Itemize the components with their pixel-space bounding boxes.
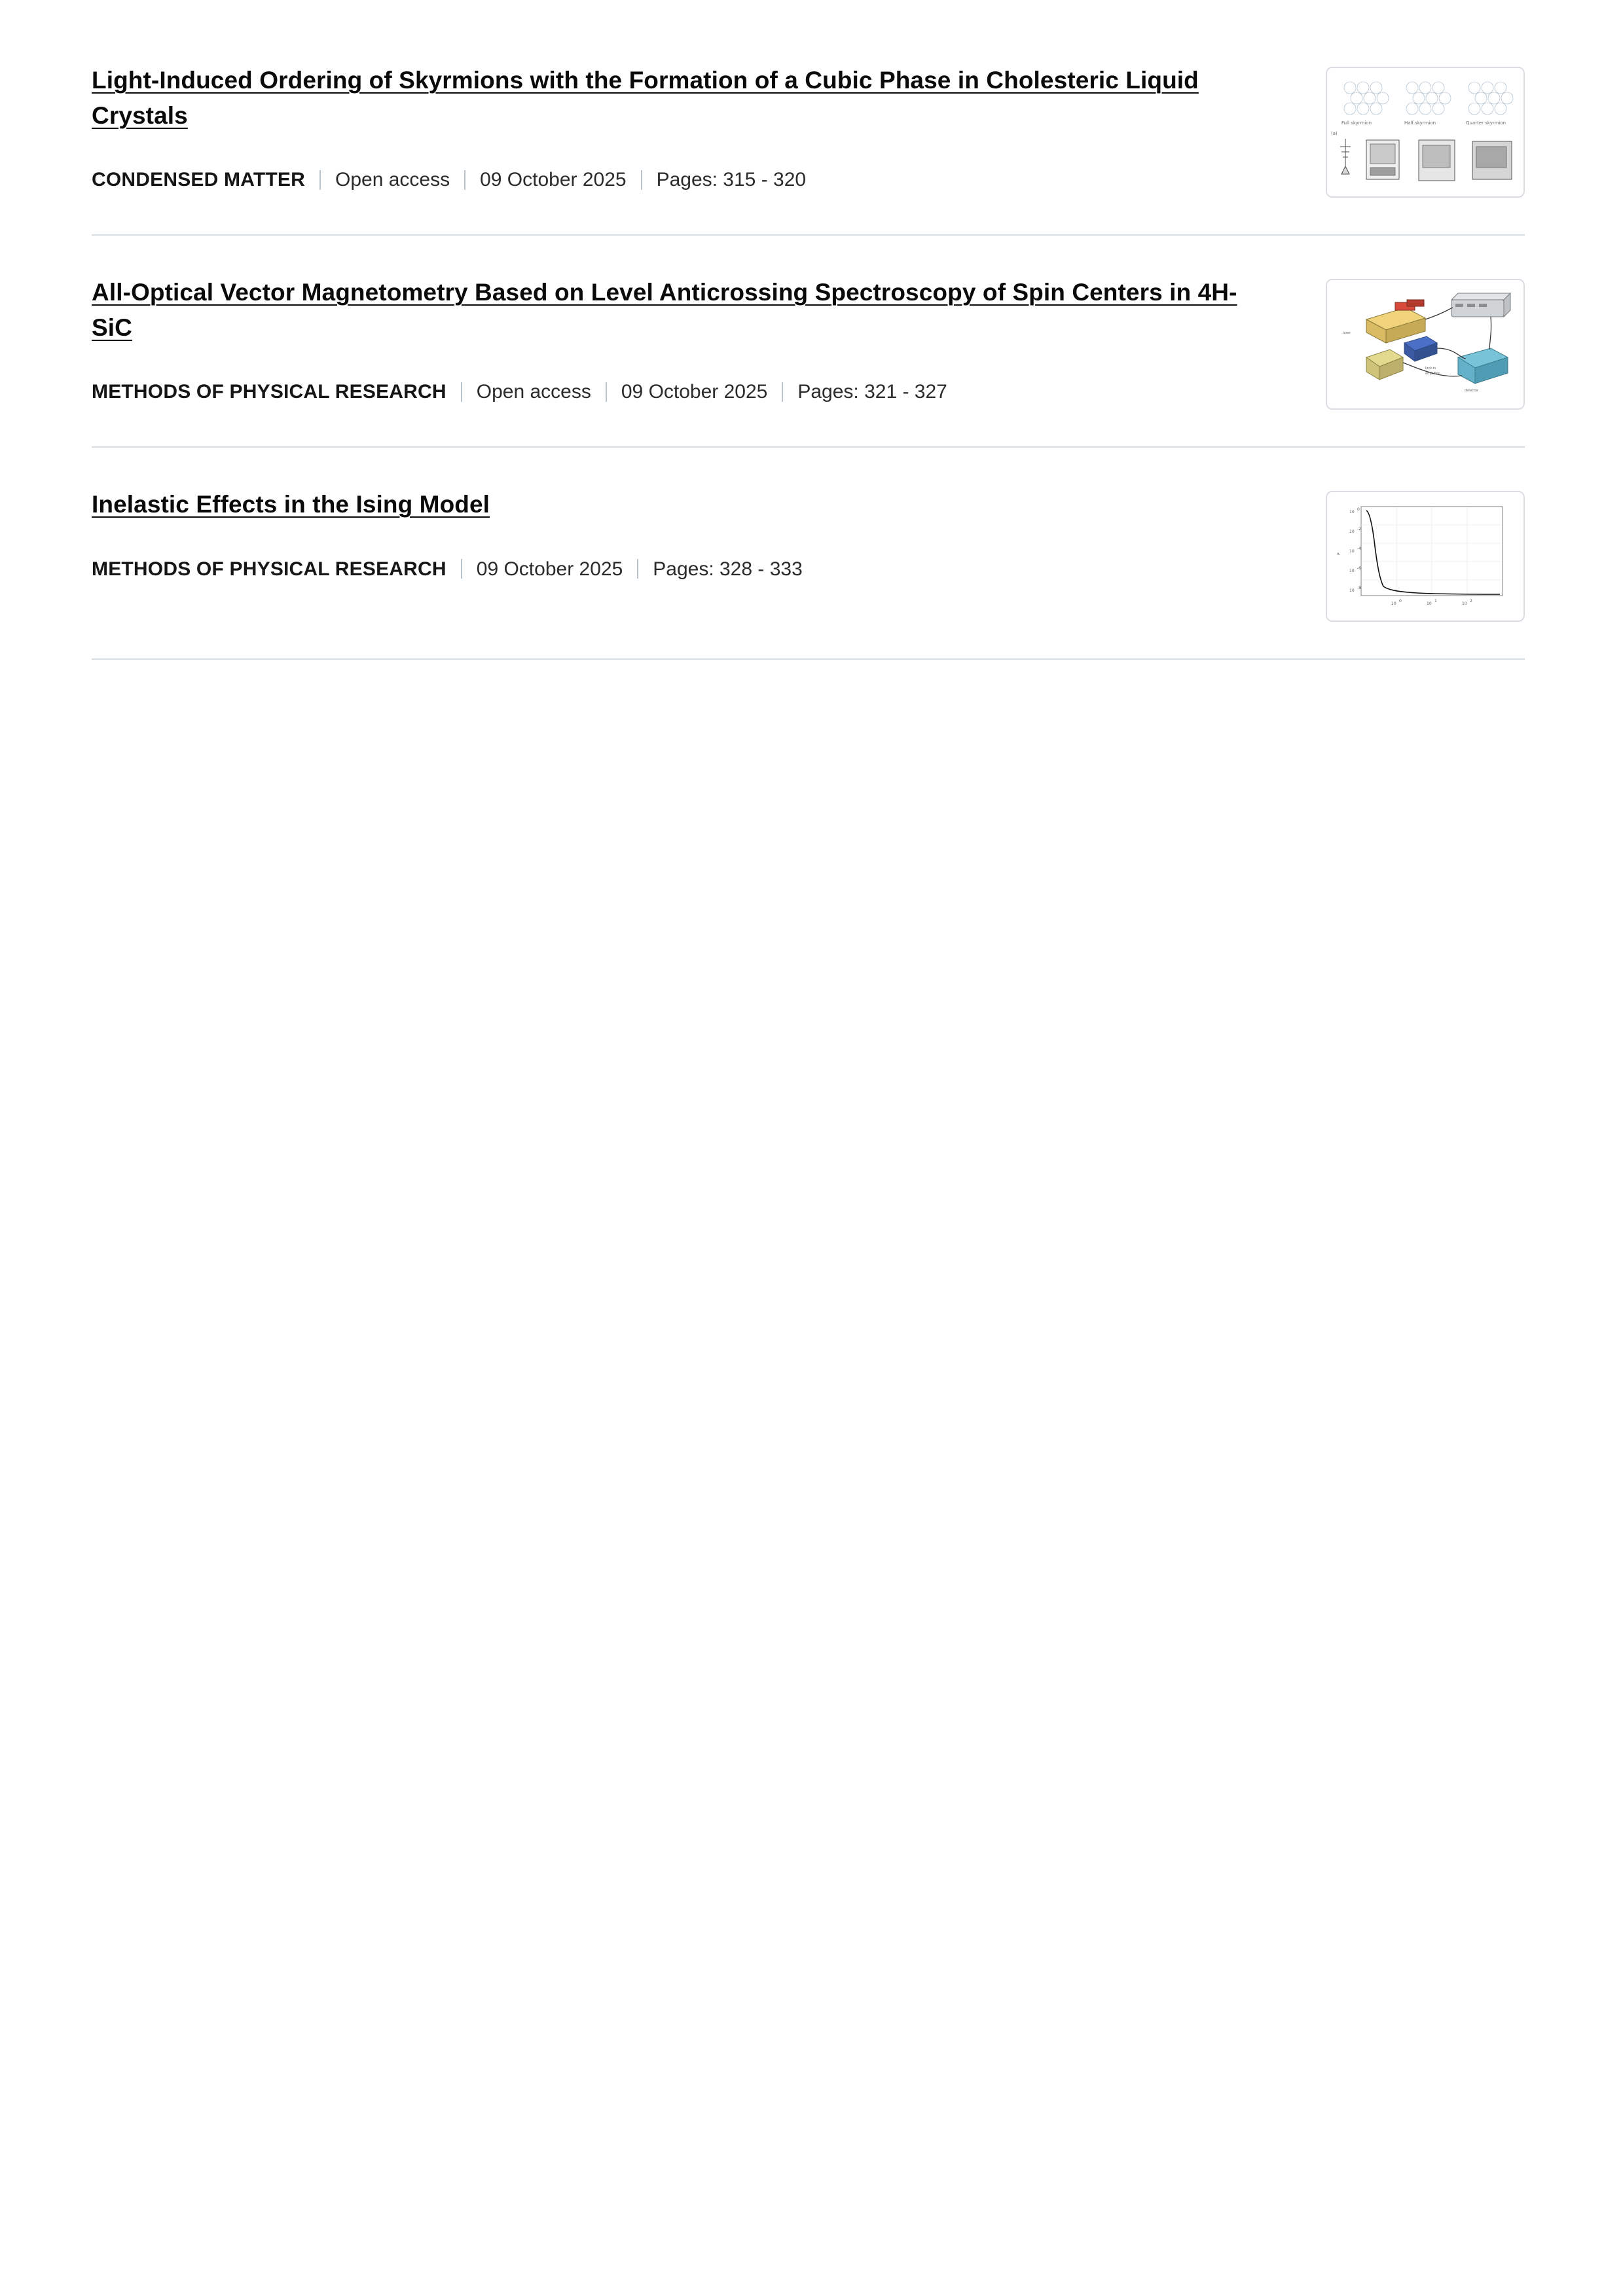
article-pages: Pages: 315 - 320 bbox=[656, 169, 807, 191]
log-log-decay-plot[interactable] bbox=[1326, 491, 1525, 622]
article-section: CONDENSED MATTER bbox=[92, 169, 305, 191]
svg-text:amplifier: amplifier bbox=[1425, 372, 1440, 376]
article-date: 09 October 2025 bbox=[476, 558, 623, 580]
svg-text:2: 2 bbox=[1470, 599, 1472, 603]
svg-text:10: 10 bbox=[1349, 549, 1355, 554]
svg-text:10: 10 bbox=[1462, 601, 1467, 606]
svg-text:-8: -8 bbox=[1357, 586, 1361, 590]
svg-text:10: 10 bbox=[1391, 601, 1396, 606]
article-content bbox=[92, 275, 1270, 404]
article-list bbox=[92, 63, 1525, 660]
meta-divider bbox=[782, 382, 783, 402]
svg-text:Full skyrmion: Full skyrmion bbox=[1341, 120, 1372, 126]
article-meta bbox=[92, 379, 1244, 404]
article-content bbox=[92, 487, 1270, 582]
article-date: 09 October 2025 bbox=[621, 381, 768, 403]
svg-text:lock-in: lock-in bbox=[1425, 367, 1436, 370]
svg-text:Half skyrmion: Half skyrmion bbox=[1404, 120, 1436, 126]
svg-text:10: 10 bbox=[1349, 510, 1355, 514]
optical-setup-diagram[interactable] bbox=[1326, 279, 1525, 410]
svg-text:10: 10 bbox=[1349, 569, 1355, 573]
meta-divider bbox=[461, 382, 462, 402]
svg-text:laser: laser bbox=[1343, 331, 1351, 335]
meta-divider bbox=[641, 170, 642, 190]
svg-text:10: 10 bbox=[1349, 588, 1355, 593]
svg-text:-6: -6 bbox=[1357, 566, 1361, 571]
spacer bbox=[92, 448, 1525, 487]
svg-text:0: 0 bbox=[1357, 507, 1360, 512]
svg-text:10: 10 bbox=[1427, 601, 1432, 606]
article-pages: Pages: 321 - 327 bbox=[797, 381, 947, 403]
meta-divider bbox=[464, 170, 465, 190]
article-item[interactable] bbox=[92, 63, 1525, 236]
article-access: Open access bbox=[476, 381, 591, 403]
article-title-link[interactable]: All-Optical Vector Magnetometry Based on Level Anticrossing Spectroscopy of Spin Centers in 4H-SiC bbox=[92, 279, 1237, 341]
meta-divider bbox=[461, 559, 462, 579]
svg-text:(a): (a) bbox=[1331, 131, 1338, 136]
article-meta bbox=[92, 167, 1244, 192]
article-item[interactable] bbox=[92, 487, 1525, 660]
spacer bbox=[92, 236, 1525, 275]
svg-text:1: 1 bbox=[1434, 599, 1437, 603]
svg-text:P: P bbox=[1337, 552, 1341, 555]
svg-text:10: 10 bbox=[1349, 529, 1355, 534]
article-pages: Pages: 328 - 333 bbox=[653, 558, 803, 580]
svg-text:-2: -2 bbox=[1357, 527, 1361, 531]
svg-text:detector: detector bbox=[1465, 389, 1479, 393]
svg-text:0: 0 bbox=[1399, 599, 1402, 603]
skyrmion-lattice-figure[interactable] bbox=[1326, 67, 1525, 198]
article-date: 09 October 2025 bbox=[480, 169, 627, 191]
svg-text:Quarter skyrmion: Quarter skyrmion bbox=[1466, 120, 1506, 126]
meta-divider bbox=[637, 559, 638, 579]
svg-text:-4: -4 bbox=[1357, 547, 1361, 551]
article-title-link[interactable]: Inelastic Effects in the Ising Model bbox=[92, 491, 490, 518]
article-content bbox=[92, 63, 1270, 192]
article-section: METHODS OF PHYSICAL RESEARCH bbox=[92, 381, 447, 403]
article-item[interactable] bbox=[92, 275, 1525, 448]
article-title-link[interactable]: Light-Induced Ordering of Skyrmions with the Formation of a Cubic Phase in Cholesteric Liquid Crystals bbox=[92, 67, 1199, 129]
meta-divider bbox=[606, 382, 607, 402]
article-access: Open access bbox=[335, 169, 450, 191]
article-meta bbox=[92, 556, 1244, 582]
meta-divider bbox=[319, 170, 321, 190]
article-section: METHODS OF PHYSICAL RESEARCH bbox=[92, 558, 447, 580]
